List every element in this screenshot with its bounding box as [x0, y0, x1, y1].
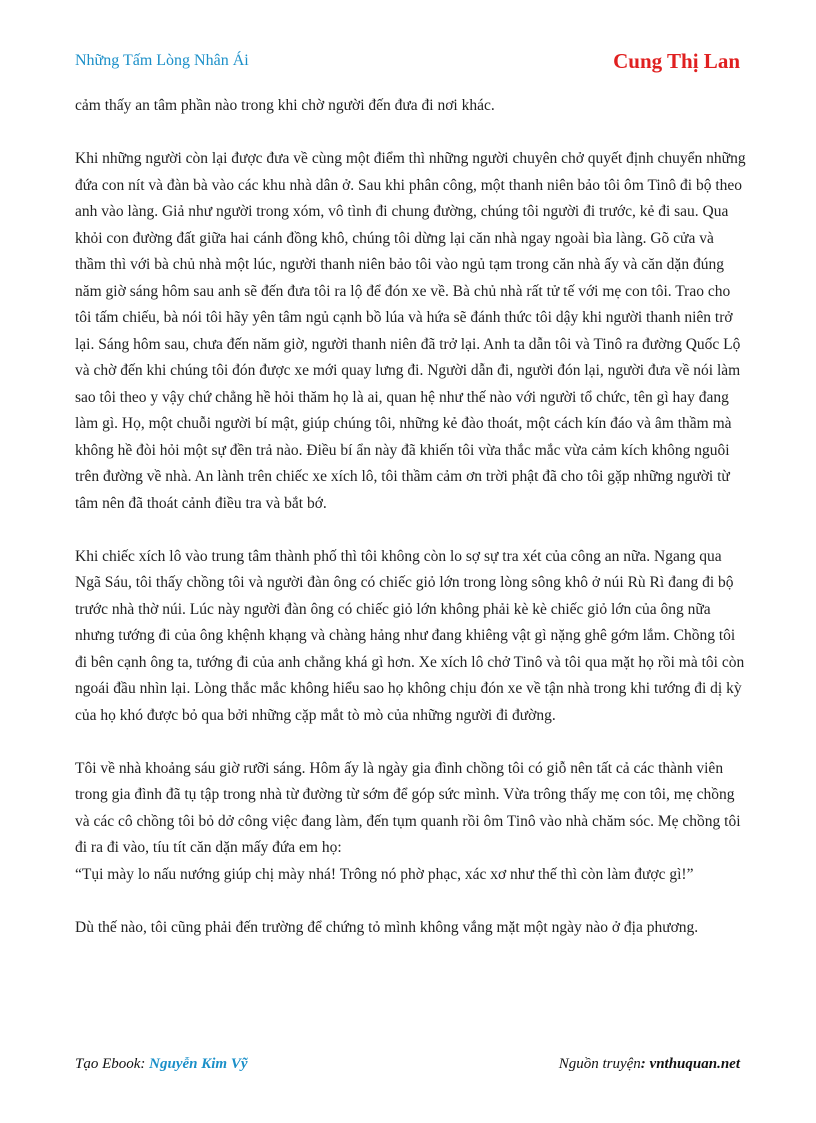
header-author: Cung Thị Lan: [613, 49, 740, 73]
footer-source-label: Nguồn truyện: [558, 1056, 641, 1072]
footer-ebook-credit: Tạo Ebook: Nguyễn Kim Vỹ: [75, 1056, 248, 1072]
paragraph-6: Dù thế nào, tôi cũng phải đến trường để chứng tỏ mình không vắng mặt một ngày nào ở địa phương.: [75, 918, 699, 936]
paragraph-5-quote: “Tụi mày lo nấu nướng giúp chị mày nhá! Trông nó phờ phạc, xác xơ như thế thì còn làm được gì!”: [75, 865, 694, 883]
paragraph-4: Tôi về nhà khoảng sáu giờ rưỡi sáng. Hôm ấy là ngày gia đình chồng tôi có giỗ nên tất cả các thành viên trong gia đình đã tụ tập trong nhà từ đường từ sớm để góp sức mình. Vừa trông thấy mẹ con tôi, mẹ chồng và các cô chồng tôi bỏ dở công việc đang làm, đến tụm quanh rồi ôm Tinô vào nhà chăm sóc. Mẹ chồng tôi đi ra đi vào, tíu tít căn dặn mấy đứa em họ:: [75, 759, 741, 856]
footer-source-credit: Nguồn truyện: vnthuquan.net: [558, 1056, 740, 1072]
paragraph-3: Khi chiếc xích lô vào trung tâm thành phố thì tôi không còn lo sợ sự tra xét của công an nữa. Ngang qua Ngã Sáu, tôi thấy chồng tôi và người đàn ông có chiếc giỏ lớn trong lòng sông khô ở núi Rù Rì đang đi bộ trước nhà thờ núi. Lúc này người đàn ông có chiếc giỏ lớn không phải kè kè chiếc giỏ lớn của ông nữa nhưng tướng đi của ông khệnh khạng và chàng hảng như đang khiêng vật gì nặng ghê gớm lắm. Chồng tôi đi bên cạnh ông ta, tướng đi của anh chẳng khá gì hơn. Xe xích lô chở Tinô và tôi qua mặt họ rồi mà tôi còn ngoái đầu nhìn lại. Lòng thắc mắc không hiểu sao họ không chịu đón xe về tận nhà trong khi tướng đi dị kỳ của họ khó được bỏ qua bởi những cặp mắt tò mò của những người đi đường.: [75, 547, 745, 724]
paragraph-2: Khi những người còn lại được đưa về cùng một điểm thì những người chuyên chở quyết định chuyển những đứa con nít và đàn bà vào các khu nhà dân ở. Sau khi phân công, một thanh niên bảo tôi ôm Tinô đi bộ theo anh vào làng. Giả như người trong xóm, vô tình đi chung đường, chúng tôi người đi trước, kẻ đi sau. Qua khỏi con đường đất giữa hai cánh đồng khô, chúng tôi dừng lại căn nhà ngay ngoài bìa làng. Gõ cửa và thầm thì với bà chủ nhà một lúc, người thanh niên bảo tôi vào ngủ tạm trong căn nhà ấy và căn dặn đúng năm giờ sáng hôm sau anh sẽ đến đưa tôi ra lộ để đón xe về. Bà chủ nhà rất tử tế với mẹ con tôi. Trao cho tôi tấm chiếu, bà nói tôi hãy yên tâm ngủ cạnh bồ lúa và hứa sẽ đánh thức tôi dậy khi người thanh niên trở lại. Sáng hôm sau, chưa đến năm giờ, người thanh niên đã trở lại. Anh ta dẫn tôi và Tinô ra đường Quốc Lộ và chờ đến khi chúng tôi đón được xe mới quay lưng đi. Người dẫn đi, người đón lại, người đưa về nói làm sao tôi theo y vậy chứ chẳng hề hỏi thăm họ là ai, quan hệ như thế nào với người tổ chức, tên gì hay đang làm gì. Họ, một chuỗi người bí mật, giúp chúng tôi, những kẻ đào thoát, một cách kín đáo và âm thầm mà không hề đòi hỏi một sự đền trả nào. Điều bí ẩn này đã khiến tôi vừa thắc mắc vừa cảm kích không nguôi trên đường về nhà. An lành trên chiếc xe xích lô, tôi thầm cảm ơn trời phật đã cho tôi gặp những người từ tâm nên đã thoát cảnh điều tra và bắt bớ.: [75, 150, 746, 512]
footer-ebook-label: Tạo Ebook: [75, 1056, 141, 1072]
footer-ebook-author: Nguyễn Kim Vỹ: [149, 1056, 248, 1072]
paragraph-1: cảm thấy an tâm phần nào trong khi chờ người đến đưa đi nơi khác.: [75, 97, 495, 114]
page-body: [75, 93, 747, 968]
footer-source-site: vnthuquan.net: [649, 1056, 740, 1072]
header-book-title: Những Tấm Lòng Nhân Ái: [75, 52, 249, 69]
